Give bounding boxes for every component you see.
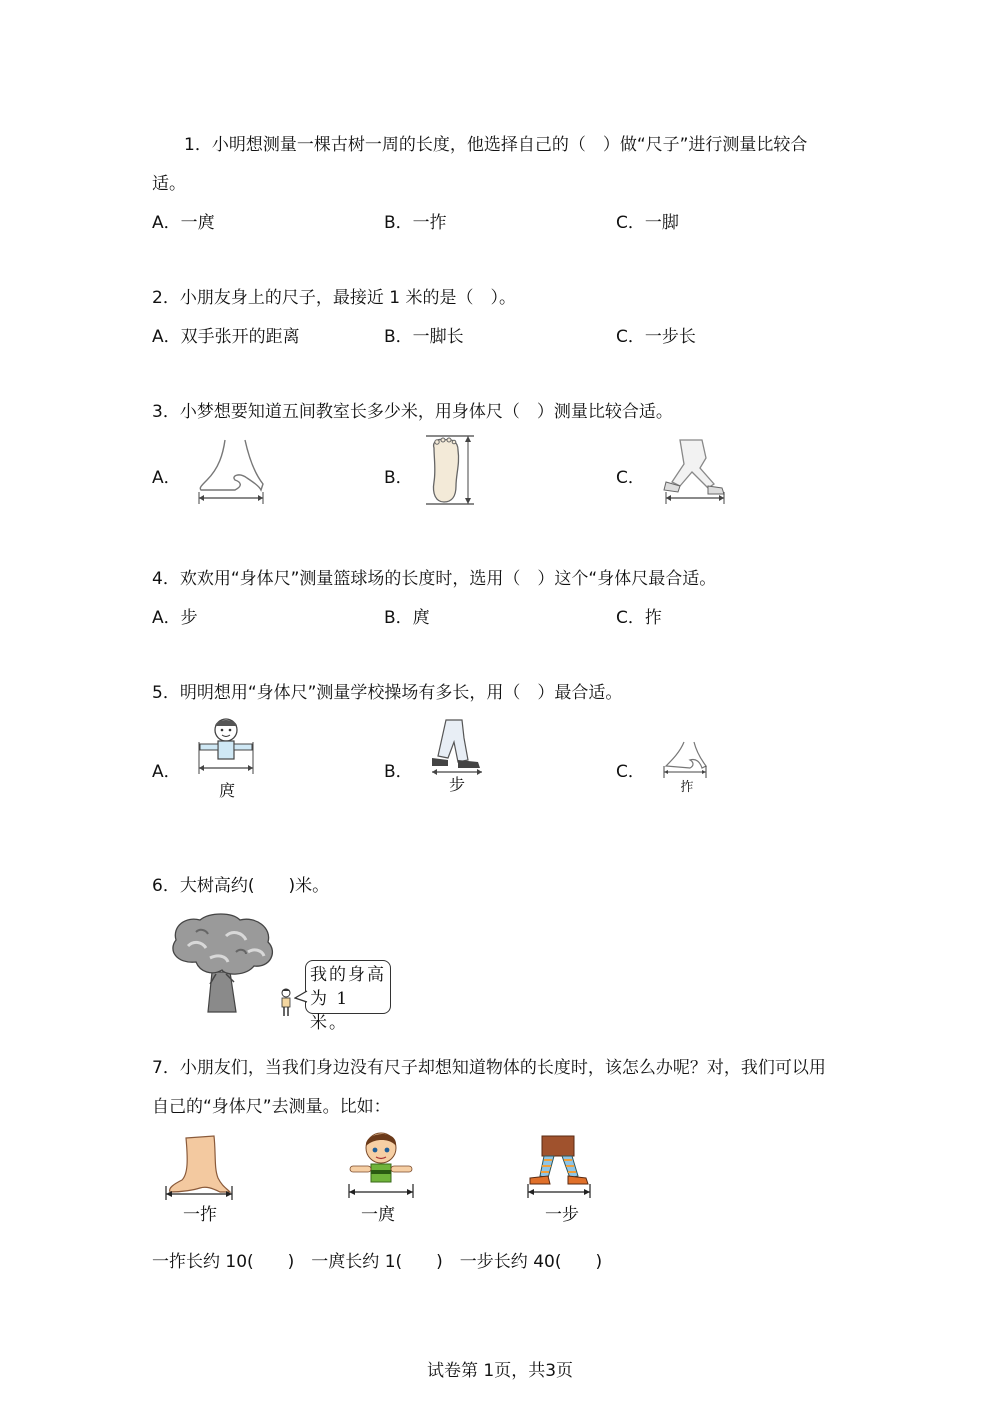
q3-option-b: B． <box>384 468 413 488</box>
q7-answer-line: 一拃长约 10( ) 一庹长约 1( ) 一步长约 40( ) <box>152 1252 603 1272</box>
q2-text: 2．小朋友身上的尺子，最接近 1 米的是（ ）。 <box>152 288 516 308</box>
q7-caption-1: 一拃 <box>183 1205 217 1225</box>
q4-option-c: C．拃 <box>616 608 662 628</box>
q2-option-b: B．一脚长 <box>384 327 464 347</box>
bubble-line-1: 我的身高 <box>310 965 386 985</box>
speech-bubble <box>305 960 391 1033</box>
q5-caption-a: 庹 <box>218 781 235 800</box>
q3-option-c: C． <box>616 468 645 488</box>
q3-text: 3．小梦想要知道五间教室长多少米，用身体尺（ ）测量比较合适。 <box>152 402 673 422</box>
q5-caption-c: 拃 <box>680 780 694 795</box>
q1-text-line1: 1．小明想测量一棵古树一周的长度，他选择自己的（ ）做“尺子”进行测量比较合 <box>184 135 808 155</box>
q1-option-c: C．一脚 <box>616 213 679 233</box>
step-figure <box>524 1134 594 1200</box>
foot-figure <box>422 434 478 508</box>
q4-text: 4．欢欢用“身体尺”测量篮球场的长度时，选用（ ）这个“身体尺最合适。 <box>152 569 717 589</box>
q7-text-line1: 7．小朋友们，当我们身边没有尺子却想知道物体的长度时，该怎么办呢？对，我们可以用 <box>152 1058 826 1078</box>
bubble-line-2: 为 1 米。 <box>310 989 350 1033</box>
q6-text: 6．大树高约( )米。 <box>152 876 330 896</box>
hand-span-figure <box>195 438 267 506</box>
q5-text: 5．明明想用“身体尺”测量学校操场有多长，用（ ）最合适。 <box>152 683 623 703</box>
child-figure <box>278 988 294 1020</box>
q4-option-a: A．步 <box>152 608 198 628</box>
q1-text-line2: 适。 <box>152 174 186 194</box>
q7-caption-2: 一庹 <box>361 1205 395 1225</box>
q2-option-a: A．双手张开的距离 <box>152 327 300 347</box>
q5-option-a: A． <box>152 762 181 782</box>
step-figure <box>658 438 730 506</box>
step-figure <box>428 718 486 776</box>
q4-option-b: B．庹 <box>384 608 430 628</box>
q1-option-a: A．一庹 <box>152 213 215 233</box>
bubble-tail <box>294 990 308 1004</box>
q2-option-c: C．一步长 <box>616 327 696 347</box>
hand-span-figure <box>162 1134 236 1200</box>
page-footer: 试卷第 1页，共3页 <box>426 1361 574 1381</box>
q5-caption-b: 步 <box>448 775 465 794</box>
q5-option-c: C． <box>616 762 645 782</box>
q1-option-b: B．一拃 <box>384 213 447 233</box>
arm-span-figure <box>196 716 256 782</box>
hand-span-figure <box>660 740 710 780</box>
tree-figure <box>166 912 282 1020</box>
boy-arm-span-figure <box>344 1128 418 1200</box>
q3-option-a: A． <box>152 468 181 488</box>
q7-caption-3: 一步 <box>545 1205 579 1225</box>
q5-option-b: B． <box>384 762 413 782</box>
q7-text-line2: 自己的“身体尺”去测量。比如： <box>152 1097 391 1117</box>
